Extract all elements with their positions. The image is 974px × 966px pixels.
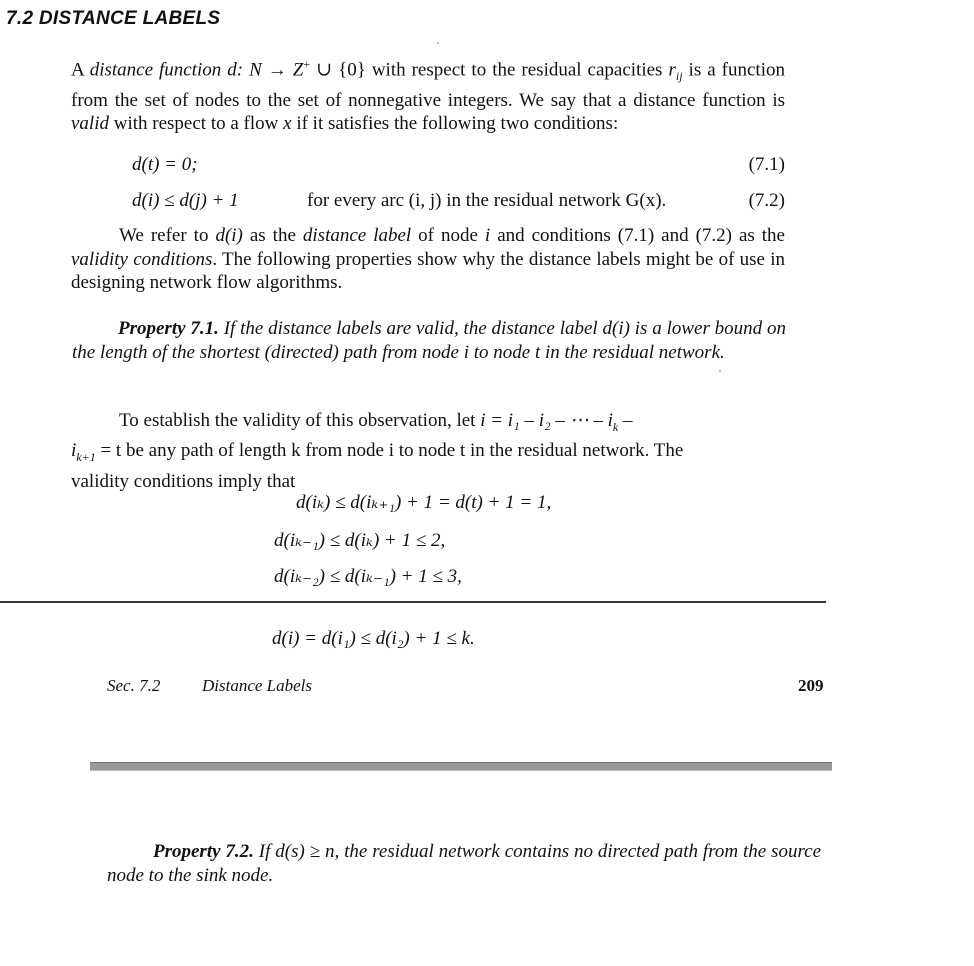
equation-7-2-condition: for every arc (i, j) in the residual network G(x). (307, 190, 667, 211)
section-heading: 7.2 DISTANCE LABELS (6, 8, 221, 29)
equation-number-7-1: (7.1) (748, 154, 785, 175)
property-7-2: Property 7.2. If d(s) ≥ n, the residual network contains no directed path from the source node to the sink node. (107, 841, 822, 886)
equation-7-1: d(t) = 0; (132, 154, 198, 175)
property-7-1: Property 7.1. If the distance labels are valid, the distance label d(i) is a lower bound on the length of the shortest (directed) path from node i to node t in the residual network. (72, 318, 786, 363)
footer-title: Distance Labels (202, 676, 313, 695)
footer-section: Sec. 7.2 (107, 676, 161, 695)
speck (719, 370, 721, 372)
paragraph-establish-validity: To establish the validity of this observation, let i = i₁ – i₂ – ⋯ – $i_k$ – $i_{k+1} = t$ be any path of length k from node i to node t in the residual network. The validity conditions imply that (71, 410, 684, 492)
paragraph-validity-conditions: We refer to d(i) as the distance label of node i and conditions (7.1) and (7.2) as the validity conditions. The following properties show why the distance labels might be of use in designing network flow algorithms. (71, 225, 785, 293)
equation-chain-2: d(iₖ₋₁) ≤ d(iₖ) + 1 ≤ 2, (274, 530, 446, 551)
paragraph-distance-function: A distance function d: N → Z+ ∪ {0} with respect to the residual capacities $r_{ij}$ is a function from the set of nodes to the set of nonnegative integers. We say that a distance function is valid with respect to a flow x if it satisfies the following two conditions: (71, 57, 785, 135)
equation-number-7-2: (7.2) (748, 190, 785, 211)
equation-chain-final: d(i) = d(i₁) ≤ d(i₂) + 1 ≤ k. (272, 628, 475, 649)
page-break-rule (0, 601, 826, 603)
page-number: 209 (798, 676, 824, 695)
speck (437, 42, 439, 44)
equation-chain-3: d(iₖ₋₂) ≤ d(iₖ₋₁) + 1 ≤ 3, (274, 566, 462, 587)
equation-chain-1: d(iₖ) ≤ d(iₖ₊₁) + 1 = d(t) + 1 = 1, (296, 492, 552, 513)
page-separator-bar (90, 762, 832, 771)
equation-7-2: d(i) ≤ d(j) + 1 (132, 190, 239, 211)
